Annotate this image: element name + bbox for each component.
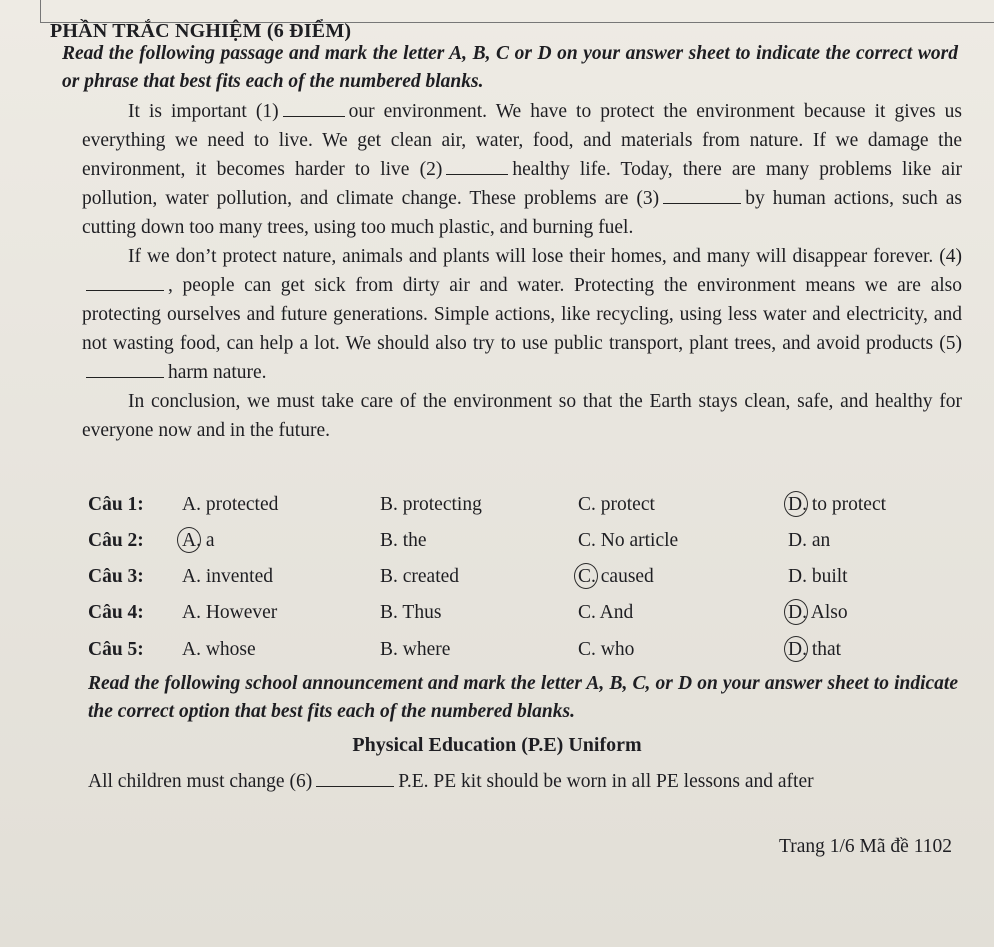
announcement-title: Physical Education (P.E) Uniform xyxy=(352,734,642,756)
option-d[interactable]: D. that xyxy=(788,639,842,660)
option-b[interactable]: B. Thus xyxy=(380,602,442,623)
answer-circle-mark xyxy=(784,491,808,517)
option-c[interactable]: C. protect xyxy=(578,494,655,515)
announcement-line: All children must change (6) P.E. PE kit should be worn in all PE lessons and after xyxy=(88,771,814,792)
question-2 xyxy=(88,530,968,560)
option-c[interactable]: C. No article xyxy=(578,530,679,551)
option-b[interactable]: B. protecting xyxy=(380,494,482,515)
question-3 xyxy=(88,566,968,596)
question-label: Câu 1: xyxy=(88,494,144,515)
question-label: Câu 5: xyxy=(88,639,144,660)
option-b[interactable]: B. the xyxy=(380,530,427,551)
option-c[interactable]: C. who xyxy=(578,639,635,660)
question-5 xyxy=(88,639,968,669)
option-a[interactable]: A. a xyxy=(182,530,215,551)
option-b[interactable]: B. where xyxy=(380,639,451,660)
option-d[interactable]: D. Also xyxy=(788,602,848,623)
question-4 xyxy=(88,602,968,632)
paragraph-3: In conclusion, we must take care of the environment so that the Earth stays clean, safe, and healthy for everyone now and in the future. xyxy=(82,391,962,441)
question-label: Câu 4: xyxy=(88,602,144,623)
option-d[interactable]: D. to protect xyxy=(788,494,887,515)
paragraph-1: It is important (1) our environment. We have to protect the environment because it gives us everything we need to live. We get clean air, water, food, and materials from nature. If we damage the environment, it becomes harder to live (2) healthy life. Today, there are many problems like air pollution, water pollution, and climate change. These problems are (3) by human actions, such as cutting down too many trees, using too much plastic, and burning fuel. xyxy=(82,101,963,238)
option-a[interactable]: A. protected xyxy=(182,494,279,515)
question-1 xyxy=(88,494,968,524)
option-d[interactable]: D. built xyxy=(788,566,848,587)
announcement-instruction: Read the following school announcement and mark the letter A, B, C, or D on your answer sheet to indicate the correct option that best fits each of the numbered blanks. xyxy=(88,673,958,722)
option-d[interactable]: D. an xyxy=(788,530,831,551)
blank-1 xyxy=(283,102,345,117)
option-a[interactable]: A. whose xyxy=(182,639,256,660)
question-label: Câu 3: xyxy=(88,566,144,587)
option-a[interactable]: A. invented xyxy=(182,566,273,587)
option-c[interactable]: C. And xyxy=(578,602,634,623)
question-label: Câu 2: xyxy=(88,530,144,551)
blank-5 xyxy=(86,363,164,378)
answer-circle-mark xyxy=(177,527,201,553)
option-a[interactable]: A. However xyxy=(182,602,278,623)
section-title: PHẦN TRẮC NGHIỆM (6 ĐIỂM) xyxy=(50,20,352,42)
blank-3 xyxy=(663,189,741,204)
answer-circle-mark xyxy=(784,599,808,625)
blank-2 xyxy=(446,160,508,175)
page-footer: Trang 1/6 Mã đề 1102 xyxy=(779,836,952,857)
answer-circle-mark xyxy=(784,636,808,662)
option-b[interactable]: B. created xyxy=(380,566,460,587)
answer-circle-mark xyxy=(574,563,598,589)
option-c[interactable]: C. caused xyxy=(578,566,654,587)
reading-passage xyxy=(82,97,962,445)
blank-4 xyxy=(86,276,164,291)
passage-instruction: Read the following passage and mark the letter A, B, C or D on your answer sheet to indicate the correct word or phrase that best fits each of the numbered blanks. xyxy=(62,43,958,92)
blank-6 xyxy=(316,772,394,787)
paragraph-2: If we don’t protect nature, animals and plants will lose their homes, and many will disappear forever. (4), people can get sick from dirty air and water. Protecting the environment means we are also protecting ourselves and future generations. Simple actions, like recycling, using less water and electricity, and not wasting food, can help a lot. We should also try to use public transport, plant trees, and avoid products (5)harm nature. xyxy=(82,246,962,383)
